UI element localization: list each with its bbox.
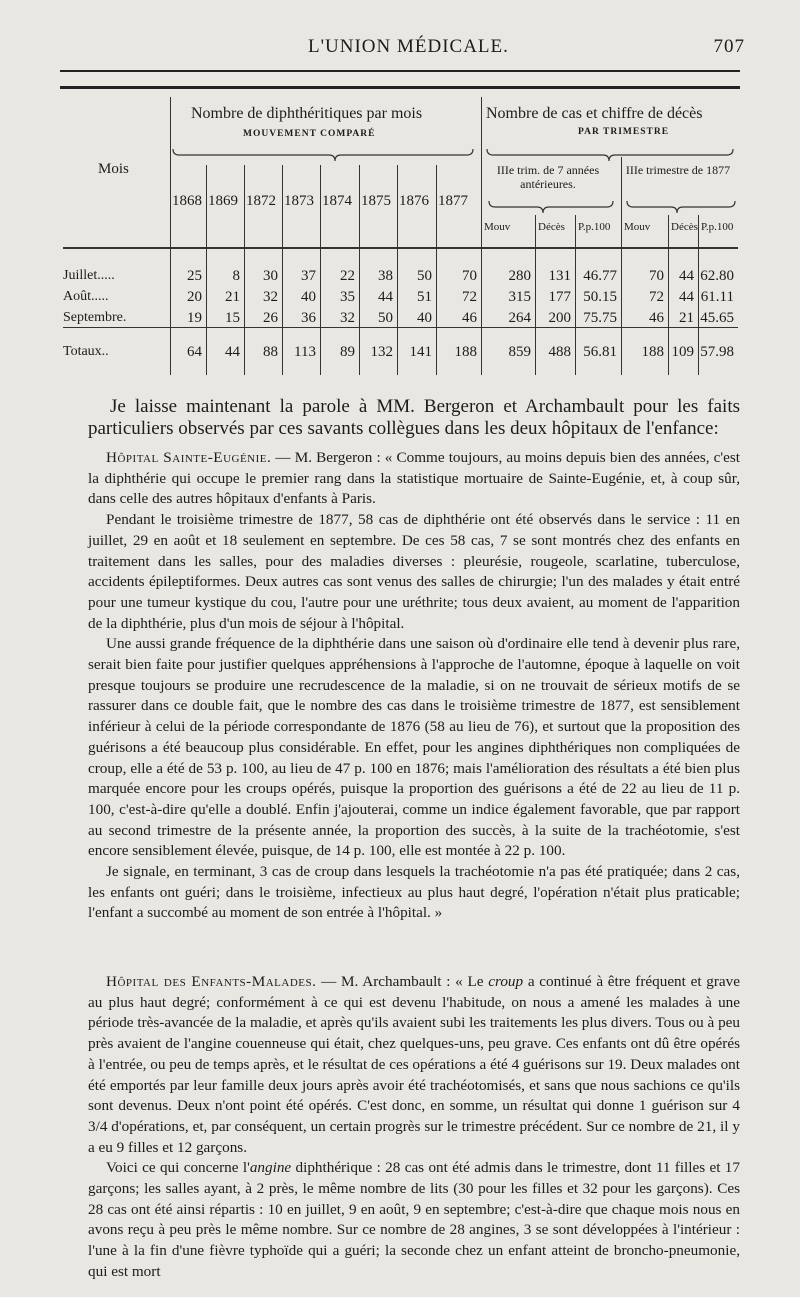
table-row-cell: 51 [417, 289, 432, 305]
mois-header: Mois [98, 161, 129, 177]
section2-p1-a: — M. Archambault : « Le [316, 973, 489, 990]
subcol-header: Mouv [624, 221, 651, 233]
table-row-cell: 70 [462, 268, 477, 284]
totals-row-cell: 859 [508, 344, 531, 360]
table-row-cell: 44 [679, 268, 694, 284]
totals-row-cell: 132 [370, 344, 393, 360]
table-row-cell: 19 [187, 310, 202, 326]
totals-rule [63, 327, 738, 328]
group2-title: Nombre de cas et chiffre de décès [486, 105, 703, 122]
header-rule [63, 247, 738, 249]
section2-p2-a: Voici ce qui concerne l' [106, 1159, 250, 1177]
page-number: 707 [713, 36, 745, 57]
table-row-cell: 50 [417, 268, 432, 284]
subcol-header: P.p.100 [578, 221, 611, 233]
year-header: 1874 [322, 193, 352, 209]
section1-heading: Hôpital Sainte-Eugénie. [106, 449, 272, 466]
subcol-header: Décès [671, 221, 698, 233]
table-row-cell: 38 [378, 268, 393, 284]
group2-subtitle: PAR TRIMESTRE [578, 127, 670, 137]
section-sainte-eugenie [88, 448, 740, 924]
totals-row-cell: 141 [409, 344, 432, 360]
table-row-cell: 131 [548, 268, 571, 284]
table-row-cell: 30 [263, 268, 278, 284]
table-row-label: Septembre. [63, 310, 127, 325]
table-row-cell: 72 [649, 289, 664, 305]
year-header: 1877 [438, 193, 468, 209]
table-row-cell: 21 [225, 289, 240, 305]
year-header: 1868 [172, 193, 202, 209]
year-header: 1872 [246, 193, 276, 209]
statistics-table [63, 97, 738, 377]
section-enfants-malades [88, 972, 740, 1283]
table-row-cell: 46 [649, 310, 664, 326]
table-row-cell: 15 [225, 310, 240, 326]
year-header: 1869 [208, 193, 238, 209]
section1-p3: Une aussi grande fréquence de la diphthérie dans une saison où d'ordinaire elle tend à devenir plus rare, serait bien faite pour justifier quelques appréhensions à l'approche de l'automne, époque à laquelle on voit presque toujours se produire une recrudescence de la maladie, si on ne trouvait de sérieux motifs de se rassurer dans ce double fait, que le nombre des cas dans le troisième trimestre de 1877, est sensiblement inférieur à celui de la période correspondante de 1876 (58 au lieu de 76), et surtout que la proposition des guérisons a été beaucoup plus considérable. En effet, pour les angines diphthériques non compliquées de croup, elle a été de 53 p. 100, au lieu de 47 p. 100 en 1876; mais l'amélioration des résultats a été bien plus marquée encore pour les croups opérés, puisque la proportion des guérisons a été de 22 au lieu de 11 p. 100, c'est-à-dire qu'elle a doublé. Enfin j'ajouterai, comme un indice également favorable, que par rapport au second trimestre de la présente année, la proportion des succès, à la suite de la trachéotomie, s'est encore sensiblement élevée, puisque, de 14 p. 100, elle est montée à 22 p. 100. [88, 635, 740, 860]
intro-paragraph: Je laisse maintenant la parole à MM. Bergeron et Archambault pour les faits particuliers observés par ces savants collègues dans les deux hôpitaux de l'enfance: [88, 396, 740, 439]
table-row-label: Août..... [63, 289, 109, 304]
col-divider [170, 97, 171, 375]
year-header: 1873 [284, 193, 314, 209]
table-row-cell: 26 [263, 310, 278, 326]
subcol-header: Décès [538, 221, 565, 233]
table-row-cell: 40 [417, 310, 432, 326]
table-row-cell: 280 [508, 268, 531, 284]
year-header: 1875 [361, 193, 391, 209]
table-row-cell: 75.75 [583, 310, 617, 326]
group1-title: Nombre de diphthéritiques par mois [191, 105, 423, 122]
table-row-cell: 46 [462, 310, 477, 326]
totals-row-cell: 89 [340, 344, 355, 360]
table-top-rule [60, 86, 740, 89]
section2-p2-b: diphthérique : 28 cas ont été admis dans le trimestre, dont 11 filles et 17 garçons; les salles ayant, à 2 près, le même nombre de lits (30 pour les filles et 32 pour les garçons). Ces 28 cas ont été ainsi répartis : 10 en juillet, 9 en août, 9 en septembre; c'est-à-dire que chaque mois nous en avons reçu à peu près le même nombre. Sur ce nombre de 28 angines, 3 se sont développées à l'intérieur : l'une à la fin d'une fièvre typhoïde qui a guéri; la seconde chez un enfant atteint de broncho-pneumonie, qui est mort [88, 1159, 740, 1280]
totals-row-cell: 88 [263, 344, 278, 360]
table-row-cell: 32 [340, 310, 355, 326]
header-braces [63, 97, 738, 377]
running-header [60, 36, 745, 62]
totals-row-cell: 188 [454, 344, 477, 360]
table-row-cell: 35 [340, 289, 355, 305]
table-row-cell: 61.11 [700, 289, 734, 305]
table-row-cell: 32 [263, 289, 278, 305]
table-row-cell: 36 [301, 310, 316, 326]
group1-subtitle: MOUVEMENT COMPARÉ [243, 129, 376, 139]
table-row-cell: 50.15 [583, 289, 617, 305]
totals-row-label: Totaux.. [63, 344, 109, 359]
table-row-cell: 46.77 [583, 268, 617, 284]
section1-p2: Pendant le troisième trimestre de 1877, 58 cas de diphthérie ont été observés dans le service : 11 en juillet, 29 en août et 18 seulement en septembre. De ces 58 cas, 7 se sont montrés chez des enfants en traitement dans les salles, pour des maladies diverses : pleurésie, rougeole, scarlatine, tuberculose, accidents épileptiformes. Deux autres cas sont venus des salles de chirurgie; l'un des malades y était entré pour une tumeur kystique du cou, l'autre pour une uréthrite; tous deux avaient, au moment de l'apparition de la diphthérie, plus d'un mois de séjour à l'hôpital. [88, 511, 740, 632]
table-row-cell: 72 [462, 289, 477, 305]
table-row-cell: 264 [508, 310, 531, 326]
subgroup-a: IIIe trim. de 7 années antérieures. [496, 163, 600, 191]
col-divider [621, 157, 622, 375]
table-row-cell: 70 [649, 268, 664, 284]
table-row-cell: 40 [301, 289, 316, 305]
totals-row-cell: 64 [187, 344, 202, 360]
table-row-cell: 8 [232, 268, 240, 284]
section1-p4: Je signale, en terminant, 3 cas de croup dans lesquels la trachéotomie n'a pas été pratiquée; dans 2 cas, les enfants ont guéri; dans le troisième, infectieux au plus haut degré, l'opération n'était plus praticable; l'enfant a succombé au moment de son entrée à l'hôpital. » [88, 863, 740, 922]
col-divider [481, 97, 482, 375]
header-rule [60, 70, 740, 72]
table-row-cell: 177 [548, 289, 571, 305]
totals-row-cell: 488 [548, 344, 571, 360]
table-row-cell: 50 [378, 310, 393, 326]
subcol-header: P.p.100 [701, 221, 734, 233]
section2-heading: Hôpital des Enfants-Malades. [106, 973, 317, 990]
totals-row-cell: 56.81 [583, 344, 617, 360]
totals-row-cell: 113 [294, 344, 316, 360]
section1-p1: — M. Bergeron : « Comme toujours, au moins depuis bien des années, c'est la diphthérie qui occupe le premier rang dans la statistique mortuaire de Sainte-Eugénie, et, à coup sûr, dans celle des autres hôpitaux d'enfants à Paris. [88, 449, 740, 508]
section2-p2-em: angine [249, 1159, 292, 1177]
table-row-cell: 25 [187, 268, 202, 284]
totals-row-cell: 109 [671, 344, 694, 360]
table-row-cell: 21 [679, 310, 694, 326]
table-row-label: Juillet..... [63, 268, 115, 283]
table-row-cell: 22 [340, 268, 355, 284]
table-row-cell: 45.65 [700, 310, 734, 326]
table-row-cell: 44 [679, 289, 694, 305]
table-row-cell: 200 [548, 310, 571, 326]
subcol-header: Mouv [484, 221, 511, 233]
table-row-cell: 44 [378, 289, 393, 305]
section2-p1-b: a continué à être fréquent et grave au plus haut degré; conformément à ce qui est devenu l'habitude, on nous a amené les malades à une période très-avancée de la maladie, et après qu'ils avaient subi les traitements les plus divers. Tous ou à peu près avaient de l'angine couenneuse qui était, chez quelques-uns, peu grave. Ces enfants ont dû être opérés à l'entrée, ou peu de temps après, et le résultat de ces opérations a été 4 guérisons sur 19. Deux malades ont été emportés par leur famille deux jours après avoir été trachéotomisés, et sans que nous sachions ce qu'ils sont devenus. Deux n'ont point été opérés. C'est donc, en somme, un résultat qui donne 1 guérison sur 4 3/4 d'opérations, et, par conséquent, un certain progrès sur le trimestre précédent. Sur ce nombre de 21, il y a eu 9 filles et 12 garçons. [88, 973, 741, 1156]
totals-row-cell: 57.98 [700, 344, 734, 360]
section2-p1-em: croup [488, 973, 524, 990]
totals-row-cell: 44 [225, 344, 240, 360]
journal-title: L'UNION MÉDICALE. [308, 36, 509, 57]
table-row-cell: 37 [301, 268, 316, 284]
year-header: 1876 [399, 193, 429, 209]
table-row-cell: 62.80 [700, 268, 734, 284]
table-row-cell: 315 [508, 289, 531, 305]
subgroup-b: IIIe trimestre de 1877 [625, 163, 731, 177]
totals-row-cell: 188 [641, 344, 664, 360]
table-row-cell: 20 [187, 289, 202, 305]
